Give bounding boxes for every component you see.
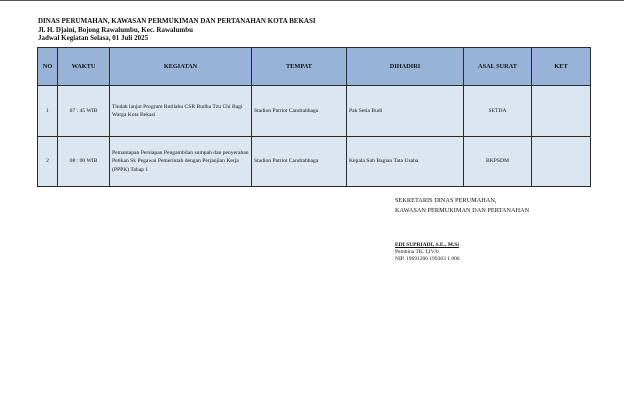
cell-kegiatan: Tindak lanjut Program Rutilahu CSR Budha Tzu Chi Bagi Warga Kota Bekasi — [110, 86, 252, 137]
cell-no: 1 — [38, 86, 58, 137]
cell-no: 2 — [38, 137, 58, 187]
col-header-kegiatan: KEGIATAN — [110, 48, 252, 86]
cell-waktu: 07 : 45 WIB — [58, 86, 110, 137]
schedule-table — [37, 47, 591, 187]
cell-tempat: Stadion Patriot Candrabhaga — [252, 86, 347, 137]
signature-title-line1: SEKRETARIS DINAS PERUMAHAN, — [395, 197, 497, 204]
signature-title-block — [395, 196, 529, 216]
col-header-dihadiri: DIHADIRI — [347, 48, 464, 86]
cell-asal-surat: SETDA — [464, 86, 532, 137]
signature-identity-block — [395, 242, 460, 264]
cell-dihadiri: Pak Setia Budi — [347, 86, 464, 137]
col-header-waktu: WAKTU — [58, 48, 110, 86]
agency-address: Jl. H. Djaini, Bojong Rawalumbu, Kec. Rawalumbu — [38, 25, 193, 34]
signature-title-line2: KAWASAN PERMUKIMAN DAN PERTANAHAN — [395, 207, 530, 214]
table-row — [38, 86, 591, 137]
cell-tempat: Stadion Patriot Candrabhaga — [252, 137, 347, 187]
col-header-tempat: TEMPAT — [252, 48, 347, 86]
cell-dihadiri: Kepala Sub Bagian Tata Usaha — [347, 137, 464, 187]
signatory-name: EDI SUPRIADI, S.E., M.Si — [395, 242, 459, 248]
col-header-asal-surat: ASAL SURAT — [464, 48, 532, 86]
table-header-row — [38, 48, 591, 86]
cell-kegiatan: Pemantapan Persiapan Pengambilan sumpah dan penyerahan Petikan Sk Pegawai Pemerintah dengan Perjanjian Kerja (PPPK) Tahap 1 — [110, 137, 252, 187]
schedule-date-title: Jadwal Kegiatan Selasa, 01 Juli 2025 — [38, 34, 149, 42]
col-header-no: NO — [38, 48, 58, 86]
cell-ket — [532, 137, 591, 187]
document-header — [38, 17, 316, 43]
col-header-ket: KET — [532, 48, 591, 86]
cell-asal-surat: BKPSDM — [464, 137, 532, 187]
agency-name: DINAS PERUMAHAN, KAWASAN PERMUKIMAN DAN PERTANAHAN KOTA BEKASI — [38, 17, 316, 25]
top-border-line — [0, 0, 624, 1]
cell-waktu: 08 : 00 WIB — [58, 137, 110, 187]
signatory-rank: Pembina TK. I,IV/b — [395, 249, 439, 256]
signatory-nip: NIP. 19691206 199303 1 006 — [395, 256, 460, 263]
table-row — [38, 137, 591, 187]
cell-ket — [532, 86, 591, 137]
